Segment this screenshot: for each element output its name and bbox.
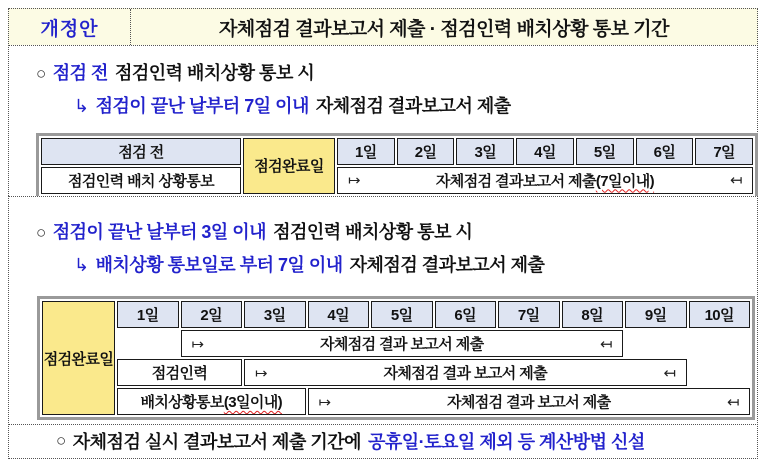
t2-day-header: [498, 301, 560, 328]
t2-row2-range-bar: [244, 359, 687, 386]
t2-day-header: [181, 301, 243, 328]
section2-line1-text: 점검인력 배치상황 통보 시: [273, 222, 473, 242]
t2-row3-range-bar: [308, 388, 751, 415]
t1-before-header-cell: [41, 138, 241, 165]
range-end-icon: ↤: [730, 172, 742, 189]
t2-row2-bar-text: 자체점검 결과 보고서 제출: [383, 365, 547, 382]
section2-line1-highlight: 점검이 끝난 날부터 3일 이내: [52, 222, 267, 242]
t1-bar-text: [360, 170, 730, 191]
amendment-label: 개정안: [40, 18, 99, 40]
t1-day-6: 6일: [653, 143, 676, 161]
t2-day-3: 3일: [263, 307, 286, 324]
header-title-cell: [131, 9, 757, 45]
t1-day-3: 3일: [474, 143, 497, 161]
section2-bullet-line: [36, 218, 757, 244]
t1-bar-suffix: (7일이내): [595, 172, 655, 190]
footer-highlight: 공휴일·토요일 제외 등 계산방법 신설: [368, 432, 645, 452]
t2-day-header: [435, 301, 497, 328]
t2-day-header: [689, 301, 751, 328]
section1-line1-text: 점검인력 배치상황 통보 시: [114, 62, 315, 83]
section1-line2-highlight: 점검이 끝난 날부터 7일 이내: [95, 95, 309, 116]
t2-day-header: [562, 301, 624, 328]
t2-row1-bar-text: 자체점검 결과 보고서 제출: [320, 336, 484, 353]
sub-arrow-icon: ↳: [74, 95, 89, 116]
t1-day-header: [397, 138, 455, 165]
t2-day-header: [117, 301, 179, 328]
t2-day-5: 5일: [390, 307, 413, 324]
t2-day-header: [371, 301, 433, 328]
t2-day-6: 6일: [454, 307, 477, 324]
t2-day-10: 10일: [704, 307, 734, 324]
section1-line2-text: 자체점검 결과보고서 제출: [315, 95, 511, 116]
range-start-icon: ↦: [318, 393, 331, 411]
range-end-icon: ↤: [727, 393, 739, 411]
t2-completion-day-cell: [42, 301, 115, 415]
t1-day-header: [516, 138, 574, 165]
t1-day-2: 2일: [414, 143, 437, 161]
t2-day-9: 9일: [644, 307, 667, 324]
section1-line1-highlight: 점검 전: [52, 62, 108, 83]
t1-before-cell-label: 점검인력 배치 상황통보: [67, 172, 215, 190]
range-end-icon: ↤: [663, 364, 676, 382]
table-after-inspection: [37, 296, 755, 420]
t2-row3-label-suffix: (3일이내): [223, 394, 283, 411]
t2-row3-label-main: 배치상황통보: [140, 394, 224, 411]
t2-row3-bar-text: 자체점검 결과 보고서 제출: [447, 394, 611, 411]
t1-bar-main: 자체점검 결과보고서 제출: [435, 172, 596, 190]
circle-bullet-icon: ○: [36, 63, 46, 83]
header-tag-cell: [9, 9, 131, 45]
t1-completion-day-cell: [243, 138, 335, 194]
t2-completion-day-label: 점검완료일: [43, 350, 114, 368]
t2-row2-label-cell: [117, 359, 242, 386]
section2-sub-line: [74, 251, 757, 277]
t2-row2-label: 점검인력: [151, 365, 208, 382]
range-start-icon: ↦: [191, 335, 204, 353]
t1-day-header: [337, 138, 395, 165]
sub-arrow-icon: ↳: [74, 255, 89, 275]
t2-day-header: [308, 301, 370, 328]
section1-sub-line: [74, 92, 757, 118]
footer-text: 자체점검 실시 결과보고서 제출 기간에: [72, 432, 361, 452]
section2-line2-text: 자체점검 결과보고서 제출: [349, 255, 545, 275]
section1-bullet-line: [36, 59, 757, 85]
t1-day-5: 5일: [593, 143, 616, 161]
range-start-icon: ↦: [348, 172, 360, 189]
t1-before-cell: [41, 167, 241, 194]
t1-before-header-label: 점검 전: [118, 143, 164, 161]
range-start-icon: ↦: [255, 364, 267, 382]
table-before-inspection: [36, 133, 758, 199]
t1-day-1: 1일: [355, 143, 377, 161]
section-before-inspection: [8, 45, 758, 198]
page-title: 자체점검 결과보고서 제출 · 점검인력 배치상황 통보 기간: [219, 18, 669, 40]
t1-completion-day-label: 점검완료일: [254, 158, 324, 175]
t1-submission-range-bar: [337, 167, 753, 194]
t1-day-header: [636, 138, 694, 165]
t2-day-2: 2일: [200, 307, 223, 324]
t1-day-4: 4일: [534, 143, 556, 161]
t1-day-header: [576, 138, 634, 165]
section2-line2-highlight: 배치상황 통보일로 부터 7일 이내: [95, 255, 343, 275]
t1-day-7: 7일: [713, 143, 735, 161]
t2-day-4: 4일: [327, 307, 350, 324]
t1-day-header: [695, 138, 753, 165]
t2-day-header: [625, 301, 687, 328]
t2-day-8: 8일: [581, 307, 604, 324]
footer-note: [8, 424, 758, 459]
t2-day-1: 1일: [136, 307, 159, 324]
t2-day-header: [244, 301, 306, 328]
t2-row1-range-bar: [181, 330, 624, 357]
t1-day-header: [456, 138, 514, 165]
t2-row3-label-cell: [117, 388, 306, 415]
range-end-icon: ↤: [600, 335, 612, 353]
circle-bullet-icon: ○: [36, 223, 46, 242]
circle-bullet-icon: ○: [56, 431, 66, 450]
section-after-inspection: [8, 196, 758, 425]
t2-row3-label: [140, 391, 282, 412]
header: [8, 8, 758, 46]
t2-day-7: 7일: [517, 307, 540, 324]
